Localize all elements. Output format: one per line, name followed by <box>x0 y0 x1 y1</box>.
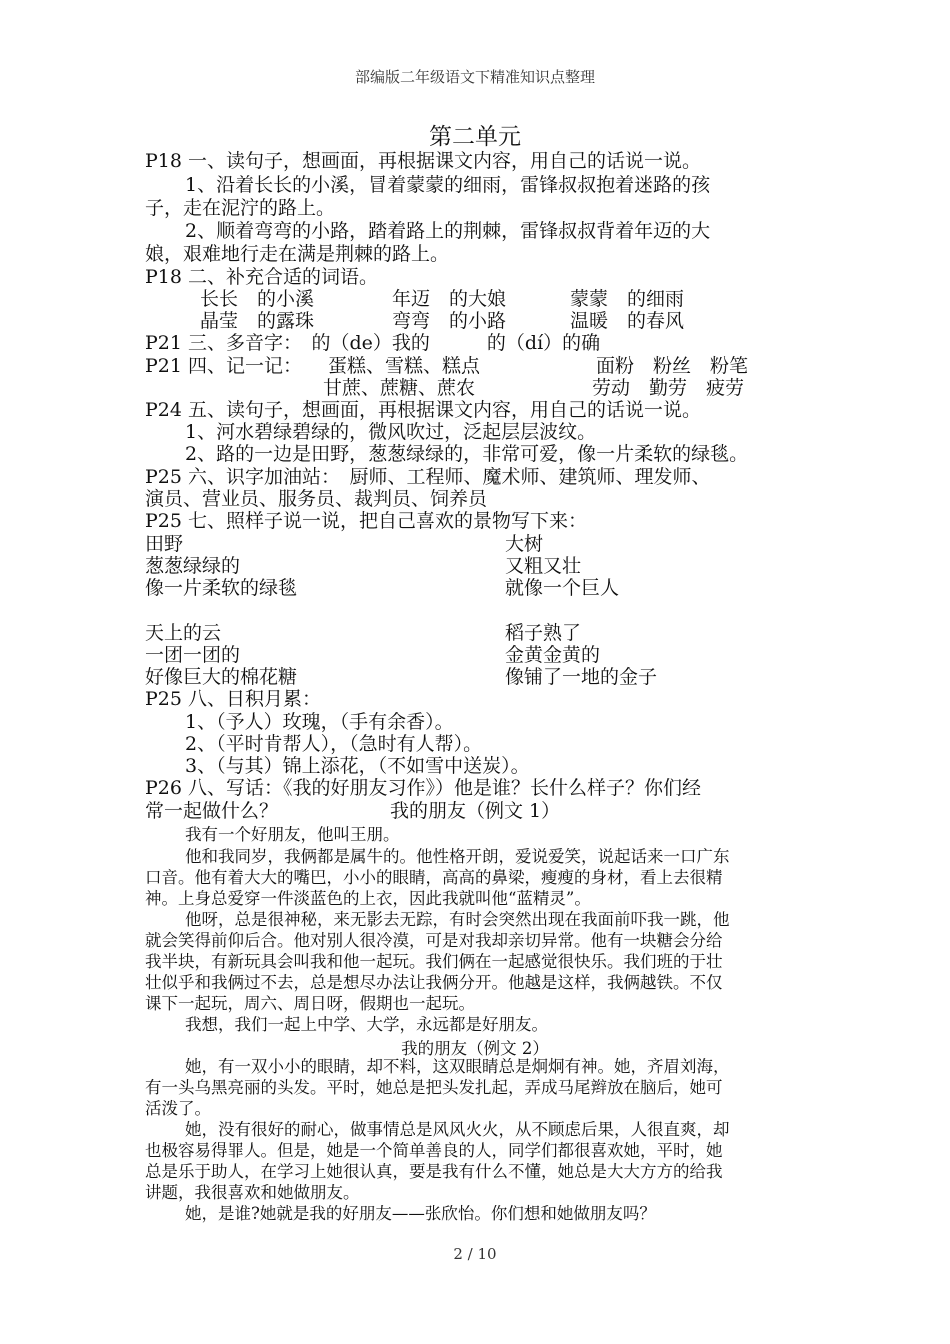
s4-words: 面粉 粉丝 粉笔 <box>596 355 749 377</box>
essay1-line: 我想，我们一起上中学、大学，永远都是好朋友。 <box>185 1015 548 1034</box>
s8-heading: P25 八、日积月累： <box>145 688 322 710</box>
essay1-line: 他呀，总是很神秘，来无影去无踪，有时会突然出现在我面前吓我一跳，他 <box>185 910 730 929</box>
s7-right-b2: 金黄金黄的 <box>505 644 601 666</box>
s6-line1: P25 六、识字加油站： 厨师、工程师、魔术师、建筑师、理发师、 <box>145 466 711 488</box>
essay2-line: 有一头乌黑亮丽的头发。平时，她总是把头发扎起，弄成马尾辫放在脑后，她可 <box>145 1078 723 1097</box>
s4-words: 蛋糕、雪糕、糕点 <box>328 355 481 377</box>
essay1-line: 神。上身总爱穿一件淡蓝色的上衣，因此我就叫他“蓝精灵”。 <box>145 889 591 908</box>
essay1-line: 他和我同岁，我俩都是属牛的。他性格开朗，爱说爱笑，说起话来一口广东 <box>185 847 730 866</box>
essay1-line: 就会笑得前仰后合。他对别人很冷漠，可是对我却亲切异常。他有一块糖会分给 <box>145 931 723 950</box>
essay2-line: 总是乐于助人，在学习上她很认真，要是我有什么不懂，她总是大大方方的给我 <box>145 1162 723 1181</box>
essay2-line: 活泼了。 <box>145 1099 211 1118</box>
s6-line2: 演员、营业员、服务员、裁判员、饲养员 <box>145 488 488 510</box>
s7-right-b3: 像铺了一地的金子 <box>505 666 658 688</box>
s7-heading: P25 七、照样子说一说，把自己喜欢的景物写下来： <box>145 510 588 532</box>
s8-item: 3、（与其）锦上添花，（不如雪中送炭）。 <box>185 755 530 777</box>
s1-heading: P18 一、读句子，想画面，再根据课文内容，用自己的话说一说。 <box>145 150 702 172</box>
essay1-line: 课下一起玩，周六、周日呀，假期也一起玩。 <box>145 994 475 1013</box>
essay1-line: 壮似乎和我俩过不去，总是想尽办法让我俩分开。他越是这样，我俩越铁。不仅 <box>145 973 723 992</box>
s2-word: 温暖 的春风 <box>570 310 685 332</box>
s8-item: 2、（平时肯帮人），（急时有人帮）。 <box>185 733 483 755</box>
s2-word: 弯弯 的小路 <box>392 310 507 332</box>
s7-right-a3: 就像一个巨人 <box>505 577 620 599</box>
page-title: 第二单元 <box>429 124 521 150</box>
s1-line1b: 子，走在泥泞的路上。 <box>145 197 336 219</box>
s9-line1: P26 八、写话：《我的好朋友习作》）他是谁？长什么样子？你们经 <box>145 777 702 799</box>
s2-word: 蒙蒙 的细雨 <box>570 288 685 310</box>
s5-line1: 1、河水碧绿碧绿的，微风吹过，泛起层层波纹。 <box>185 421 597 443</box>
s5-heading: P24 五、读句子，想画面，再根据课文内容，用自己的话说一说。 <box>145 399 702 421</box>
s1-line2a: 2、顺着弯弯的小路，踏着路上的荆棘，雷锋叔叔背着年迈的大 <box>185 220 711 242</box>
s7-left-a1: 田野 <box>145 533 184 555</box>
s4-label: P21 四、记一记： <box>145 355 303 377</box>
essay2-line: 也极容易得罪人。但是，她是一个简单善良的人，同学们都很喜欢她，平时，她 <box>145 1141 723 1160</box>
essay1-line: 我半块，有新玩具会叫我和他一起玩。我们俩在一起感觉很快乐。我们班的于壮 <box>145 952 723 971</box>
essay1-line: 口音。他有着大大的嘴巴，小小的眼睛，高高的鼻梁，瘦瘦的身材，看上去很精 <box>145 868 723 887</box>
s7-left-a2: 葱葱绿绿的 <box>145 555 241 577</box>
s1-line2b: 娘，艰难地行走在满是荆棘的路上。 <box>145 243 450 265</box>
essay2-line: 她，没有很好的耐心，做事情总是风风火火，从不顾虑后果，人很直爽，却 <box>185 1120 730 1139</box>
s2-word: 长长 的小溪 <box>200 288 315 310</box>
s3-polyphone: P21 三、多音字： 的（de）我的 的（dí）的确 <box>145 332 601 354</box>
s1-line1a: 1、沿着长长的小溪，冒着蒙蒙的细雨，雷锋叔叔抱着迷路的孩 <box>185 174 711 196</box>
s9-line2a: 常一起做什么？ <box>145 800 279 822</box>
essay2-line: 她，有一双小小的眼睛，却不料，这双眼睛总是炯炯有神。她，齐眉刘海， <box>185 1057 730 1076</box>
s7-left-b1: 天上的云 <box>145 622 222 644</box>
s8-item: 1、（予人）玫瑰，（手有余香）。 <box>185 711 454 733</box>
s7-left-b2: 一团一团的 <box>145 644 241 666</box>
s7-right-a1: 大树 <box>505 533 544 555</box>
essay2-line: 她，是谁?她就是我的好朋友——张欣怡。你们想和她做朋友吗？ <box>185 1204 656 1223</box>
essay2-line: 讲题，我很喜欢和她做朋友。 <box>145 1183 360 1202</box>
s2-heading: P18 二、补充合适的词语。 <box>145 266 379 288</box>
s7-left-a3: 像一片柔软的绿毯 <box>145 577 298 599</box>
essay2-title: 我的朋友（例文 2） <box>401 1039 549 1058</box>
s5-line2: 2、路的一边是田野，葱葱绿绿的，非常可爱，像一片柔软的绿毯。 <box>185 443 749 465</box>
s2-word: 晶莹 的露珠 <box>200 310 315 332</box>
s2-word: 年迈 的大娘 <box>392 288 507 310</box>
s7-right-b1: 稻子熟了 <box>505 622 582 644</box>
running-header: 部编版二年级语文下精准知识点整理 <box>354 68 595 86</box>
s7-right-a2: 又粗又壮 <box>505 555 582 577</box>
page-number: 2 / 10 <box>453 1245 497 1263</box>
s4-words: 甘蔗、蔗糖、蔗农 <box>323 377 476 399</box>
essay1-title: 我的朋友（例文 1） <box>390 800 561 822</box>
essay1-line: 我有一个好朋友，他叫王朋。 <box>185 825 400 844</box>
s4-words: 劳动 勤劳 疲劳 <box>592 377 745 399</box>
s7-left-b3: 好像巨大的棉花糖 <box>145 666 298 688</box>
